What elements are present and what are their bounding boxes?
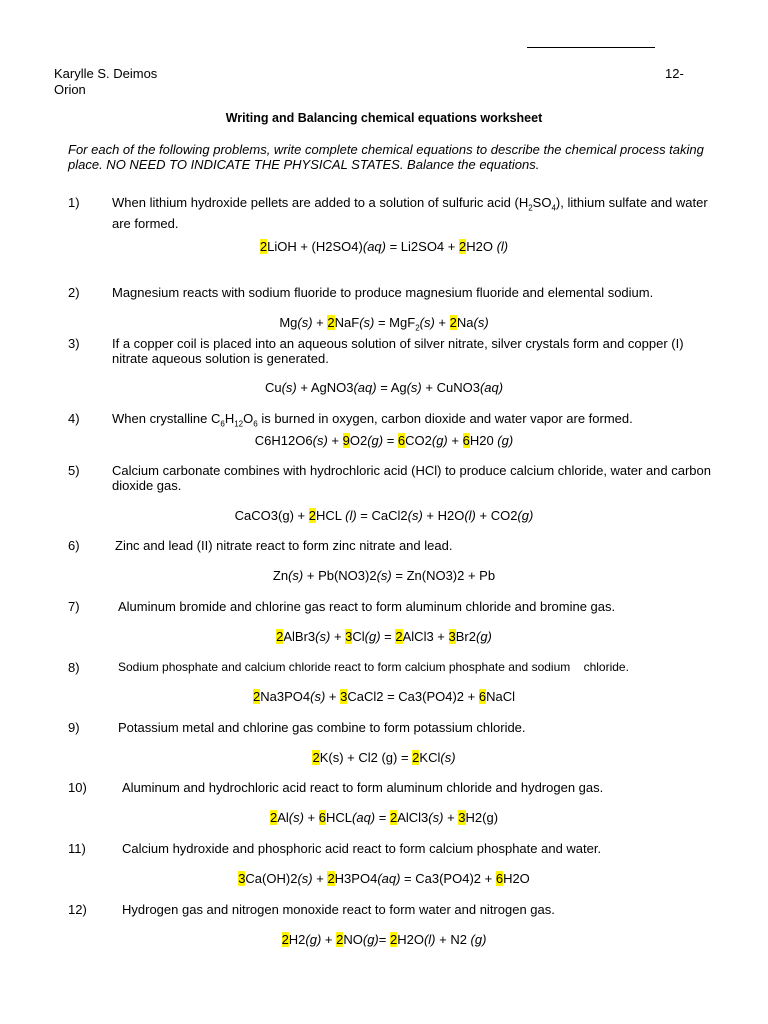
signature-line [527,47,655,48]
problem-number: 11) [68,841,86,856]
problem-number: 7) [68,599,80,614]
equation: C6H12O6(s) + 9O2(g) = 6CO2(g) + 6H20 (g) [254,433,514,448]
problem-text: Calcium hydroxide and phosphoric acid react to form calcium phosphate and water. [122,841,602,856]
equation: 2Al(s) + 6HCL(aq) = 2AlCl3(s) + 3H2(g) [269,810,499,825]
problem-number: 1) [68,195,80,210]
equation: 3Ca(OH)2(s) + 2H3PO4(aq) = Ca3(PO4)2 + 6H2O [238,871,530,886]
equation: Cu(s) + AgNO3(aq) = Ag(s) + CuNO3(aq) [264,380,504,395]
problem-number: 3) [68,336,80,351]
equation: 2K(s) + Cl2 (g) = 2KCl(s) [312,750,456,765]
problem-text: Magnesium reacts with sodium fluoride to produce magnesium fluoride and elemental sodium. [112,285,654,300]
problem-text: Calcium carbonate combines with hydrochloric acid (HCl) to produce calcium chloride, water and carbon dioxide gas. [112,463,711,493]
worksheet-title: Writing and Balancing chemical equations worksheet [225,111,543,125]
problem-text: When lithium hydroxide pellets are added to a solution of sulfuric acid $(H_2SO_4)$, lithium sulfate and water are formed. [112,195,708,231]
equation: 2H2(g) + 2NO(g)= 2H2O(l) + N2 (g) [281,932,487,947]
problem-text: Zinc and lead (II) nitrate react to form zinc nitrate and lead. [115,538,453,553]
problem-text: If a copper coil is placed into an aqueous solution of silver nitrate, silver crystals form and copper (I) nitrate aqueous solution is generated. [112,336,684,366]
equation: 2AlBr3(s) + 3Cl(g) = 2AlCl3 + 3Br2(g) [276,629,492,644]
equation: Mg(s) + 2NaF(s) = MgF$_2$(s) + 2Na(s) [279,315,489,333]
equation: 2LiOH + (H2SO4)(aq) = Li2SO4 + 2H2O (l) [259,239,509,254]
problem-text: Aluminum and hydrochloric acid react to form aluminum chloride and hydrogen gas. [122,780,604,795]
equation: CaCO3(g) + 2HCL (l) = CaCl2(s) + H2O(l) + CO2(g) [234,508,534,523]
problem-text: Hydrogen gas and nitrogen monoxide react to form water and nitrogen gas. [122,902,555,917]
equation: 2Na3PO4(s) + 3CaCl2 = Ca3(PO4)2 + 6NaCl [253,689,515,704]
student-name: Karylle S. Deimos Orion [54,66,158,97]
problem-text: Aluminum bromide and chlorine gas react to form aluminum chloride and bromine gas. [118,599,616,614]
section-label: 12- [665,66,684,81]
problem-text: Potassium metal and chlorine gas combine to form potassium chloride. [118,720,526,735]
problem-number: 10) [68,780,87,795]
problem-number: 5) [68,463,80,478]
problem-text: When crystalline $C_6H_{12}O_6$ is burned in oxygen, carbon dioxide and water vapor are formed. [112,411,633,429]
problem-number: 4) [68,411,80,426]
equation: Zn(s) + Pb(NO3)2(s) = Zn(NO3)2 + Pb [272,568,496,583]
problem-number: 2) [68,285,80,300]
problem-number: 12) [68,902,87,917]
instructions: For each of the following problems, write complete chemical equations to describe the chemical process taking place. NO NEED TO INDICATE THE PHYSICAL STATES. Balance the equations. [68,142,704,172]
problem-number: 6) [68,538,80,553]
problem-number: 9) [68,720,80,735]
problem-text: Sodium phosphate and calcium chloride react to form calcium phosphate and sodium chloride. [118,660,629,674]
problem-number: 8) [68,660,80,675]
